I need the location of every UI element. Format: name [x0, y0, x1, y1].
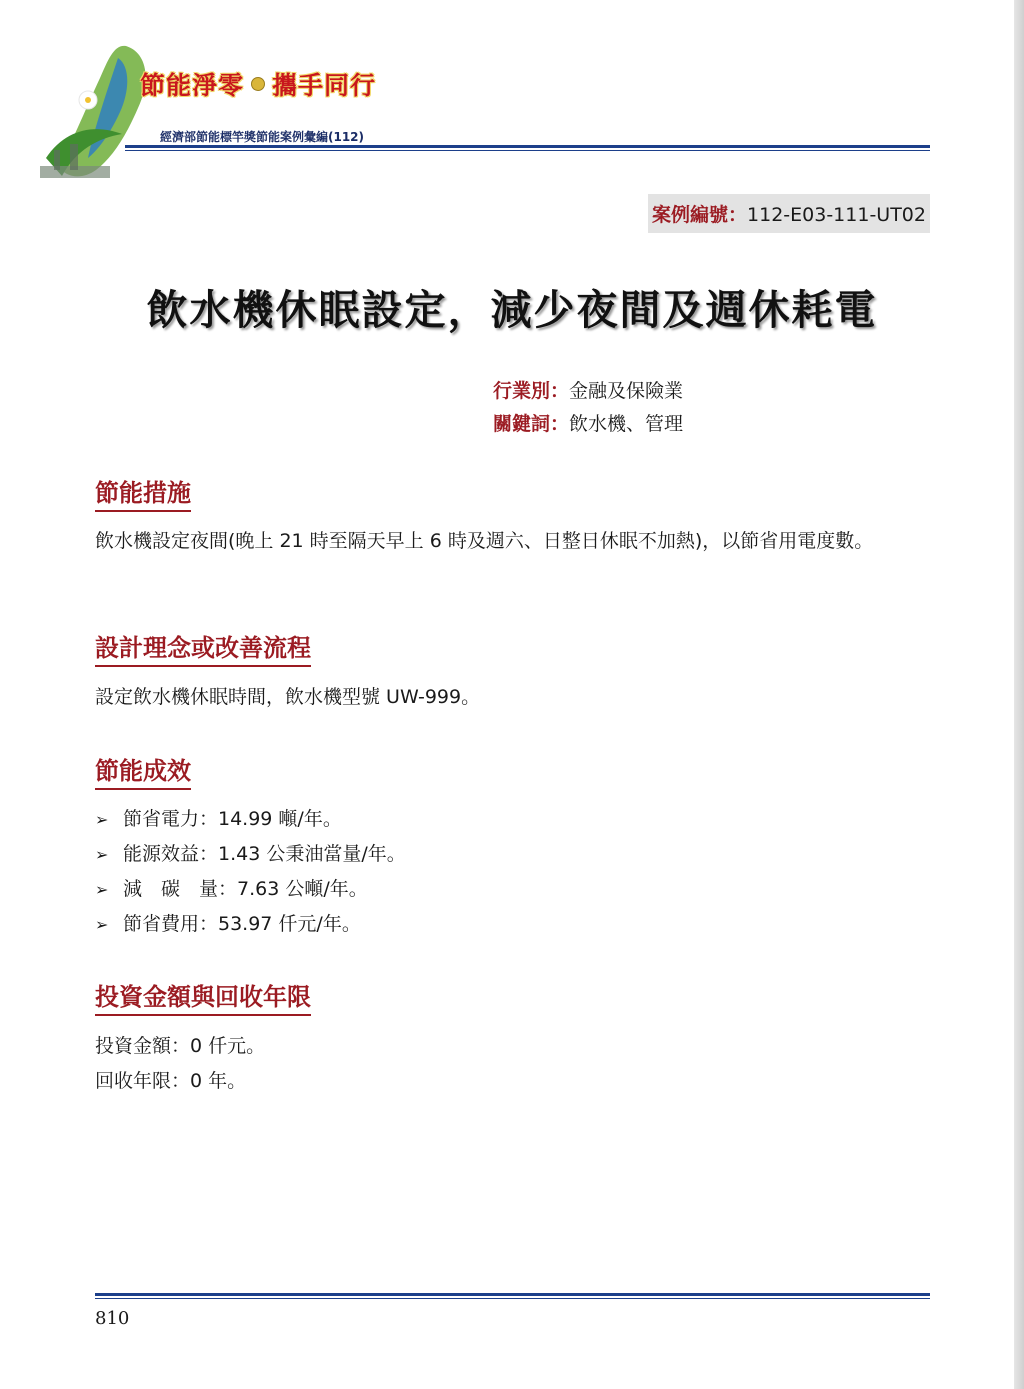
section-heading-results: 節能成效 [95, 751, 191, 790]
footer-divider [95, 1293, 930, 1299]
result-text: 能源效益：1.43 公秉油當量/年。 [123, 843, 406, 865]
page-edge-shadow [1014, 0, 1024, 1389]
section-heading-investment: 投資金額與回收年限 [95, 977, 311, 1016]
result-text: 節省電力：14.99 噸/年。 [123, 808, 342, 830]
industry-value: 金融及保險業 [569, 380, 684, 402]
page-title: 飲水機休眠設定，減少夜間及週休耗電 [146, 286, 878, 334]
slogan-right: 攜手同行 [272, 71, 377, 100]
keywords-row [493, 408, 683, 441]
bullet-arrow-icon: ➢ [95, 810, 109, 829]
section-heading-measures: 節能措施 [95, 473, 191, 512]
case-id-box [648, 194, 930, 233]
results-list [95, 802, 406, 942]
list-item [95, 837, 406, 872]
industry-label: 行業別： [493, 380, 570, 402]
design-text: 設定飲水機休眠時間，飲水機型號 UW-999。 [95, 686, 481, 708]
result-text: 減 碳 量：7.63 公噸/年。 [123, 878, 368, 900]
section-heading-design: 設計理念或改善流程 [95, 628, 311, 667]
bullet-arrow-icon: ➢ [95, 915, 109, 934]
list-item [95, 907, 406, 942]
taiwan-leaf-logo [26, 38, 166, 183]
slogan-left: 節能淨零 [140, 71, 245, 100]
header-divider [125, 145, 930, 151]
keywords-label: 關鍵詞： [493, 413, 570, 435]
measures-text: 飲水機設定夜間(晚上 21 時至隔天早上 6 時及週六、日整日休眠不加熱)，以節省用電度數。 [95, 530, 874, 552]
header-slogan [140, 66, 376, 102]
investment-block [95, 1029, 931, 1099]
bullet-arrow-icon: ➢ [95, 880, 109, 899]
industry-row [493, 375, 683, 408]
list-item [95, 872, 406, 907]
keywords-value: 飲水機、管理 [569, 413, 684, 435]
investment-payback: 回收年限：0 年。 [95, 1070, 247, 1092]
investment-amount: 投資金額：0 仟元。 [95, 1035, 266, 1057]
bullet-arrow-icon: ➢ [95, 845, 109, 864]
page-number: 810 [95, 1308, 130, 1329]
case-id-label: 案例編號： [652, 204, 748, 226]
list-item [95, 802, 406, 837]
case-meta [493, 375, 683, 441]
case-id-value: 112-E03-111-UT02 [747, 204, 926, 226]
slogan-separator-icon [251, 77, 265, 91]
result-text: 節省費用：53.97 仟元/年。 [123, 913, 361, 935]
header-subtitle: 經濟部節能標竿獎節能案例彙編(112) [160, 130, 365, 144]
